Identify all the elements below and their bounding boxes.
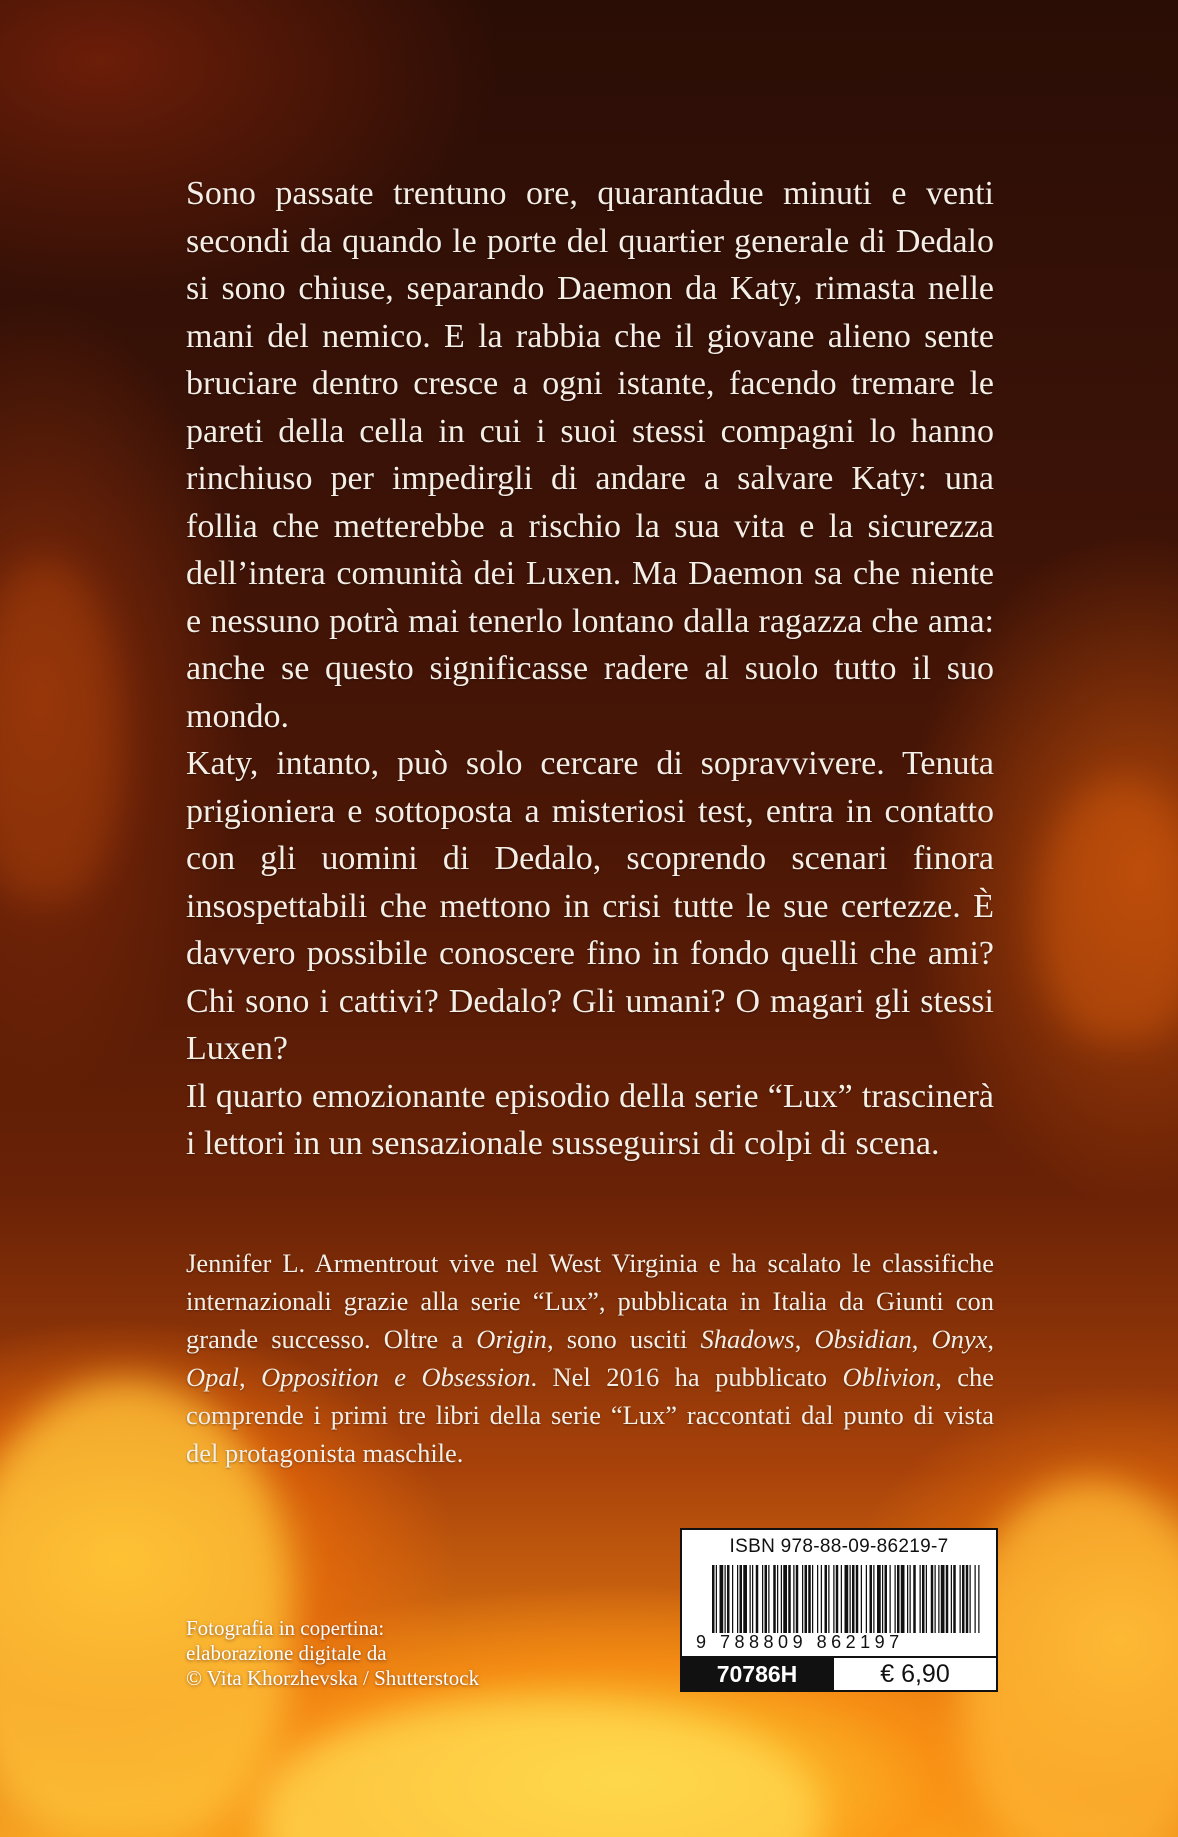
barcode-bar: [895, 1565, 896, 1633]
price-row: [682, 1656, 996, 1690]
barcode-bar: [808, 1565, 811, 1633]
barcode-bar: [877, 1565, 881, 1633]
barcode-bar: [926, 1565, 927, 1633]
barcode-bar: [866, 1565, 867, 1633]
synopsis-paragraph-3: Il quarto emozionante episodio della serie “Lux” trascinerà i lettori in un sensazionale susseguirsi di colpi di scena.: [186, 1077, 994, 1162]
credit-line-3: © Vita Khorzhevska / Shutterstock: [186, 1666, 480, 1690]
barcode-bar: [781, 1565, 782, 1633]
barcode-bar: [966, 1565, 969, 1633]
barcode-bar: [817, 1565, 818, 1633]
barcode-bar: [712, 1565, 715, 1633]
barcode-bar: [737, 1565, 738, 1633]
barcode-bar: [953, 1565, 956, 1633]
barcode-bar: [922, 1565, 925, 1633]
barcode-bar: [752, 1565, 753, 1633]
barcode-bar: [750, 1565, 751, 1633]
bio-text: , sono usciti: [546, 1324, 701, 1354]
barcode-bar: [773, 1565, 776, 1633]
book-title-origin: Origin: [476, 1324, 547, 1354]
barcode-bar: [946, 1565, 949, 1633]
book-title-obsidian: Obsidian: [814, 1324, 912, 1354]
barcode-bar: [870, 1565, 873, 1633]
barcode-bar: [975, 1565, 976, 1633]
barcode-bar: [890, 1565, 891, 1633]
barcode-bar: [740, 1565, 743, 1633]
barcode-bar: [762, 1565, 763, 1633]
barcode-bar: [828, 1565, 829, 1633]
bio-separator: ,: [911, 1324, 932, 1354]
price-tag: € 6,90: [832, 1658, 996, 1690]
barcode-bar: [845, 1565, 849, 1633]
barcode-bar: [960, 1565, 961, 1633]
synopsis-paragraph-2: Katy, intanto, può solo cercare di sopravvivere. Tenuta prigioniera e sottoposta a misteriosi test, entra in contatto con gli uomini di Dedalo, scoprendo scenari finora insospettabili che mettono in crisi tutte le sue certezze. È davvero possibile conoscere fino in fondo quelli che ami? Chi sono i cattivi? Dedalo? Gli umani? O magari gli stessi Luxen?: [186, 745, 994, 1067]
book-title-shadows: Shadows: [700, 1324, 795, 1354]
barcode-bar: [716, 1565, 717, 1633]
barcode-bar: [978, 1565, 979, 1633]
barcode-bar: [796, 1565, 799, 1633]
barcode-bars: [712, 1565, 982, 1633]
book-title-opposition-obsession: Opposition e Obsession: [261, 1362, 531, 1392]
barcode-bar: [725, 1565, 726, 1633]
credit-line-1: Fotografia in copertina:: [186, 1616, 385, 1640]
author-bio: [186, 1244, 994, 1472]
barcode-digits: 9 788809 862197: [696, 1632, 904, 1652]
barcode-bar: [901, 1565, 905, 1633]
barcode-bar: [907, 1565, 908, 1633]
barcode-bar: [756, 1565, 759, 1633]
barcode-bar: [873, 1565, 874, 1633]
barcode-bar: [802, 1565, 803, 1633]
barcode-bar: [777, 1565, 778, 1633]
barcode-label: [680, 1528, 998, 1692]
flame-glow: [260, 1700, 820, 1837]
barcode-bar: [882, 1565, 883, 1633]
barcode-bar: [861, 1565, 862, 1633]
barcode-bar: [962, 1565, 965, 1633]
book-title-oblivion: Oblivion: [842, 1362, 936, 1392]
bio-text: Jennifer L. Armentrout vive nel West Virginia e ha scalato le classifiche internazionali grazie alla serie “Lux”, pubblicata in Italia da Giunti con grande successo. Oltre a: [186, 1248, 994, 1354]
isbn-number: ISBN 978-88-09-86219-7: [729, 1536, 949, 1557]
barcode-bar: [941, 1565, 945, 1633]
barcode-bar: [841, 1565, 842, 1633]
book-title-onyx: Onyx: [931, 1324, 988, 1354]
barcode-bar: [856, 1565, 859, 1633]
barcode-bar: [852, 1565, 855, 1633]
barcode-bar: [836, 1565, 839, 1633]
photo-credit: [186, 1616, 586, 1691]
flame-glow: [1040, 780, 1178, 1040]
barcode-bar: [732, 1565, 733, 1633]
bio-text: , che comprende i primi tre libri della serie “Lux” raccontati dal punto di vista del protagonista maschile.: [186, 1362, 995, 1468]
barcode-bar: [970, 1565, 971, 1633]
barcode-bar: [812, 1565, 813, 1633]
barcode-bar: [783, 1565, 787, 1633]
barcode-bar: [935, 1565, 936, 1633]
barcode-bar: [850, 1565, 851, 1633]
barcode-bar: [951, 1565, 952, 1633]
barcode-bar: [768, 1565, 769, 1633]
barcode-bar: [931, 1565, 934, 1633]
synopsis: [186, 170, 994, 1168]
bio-separator: ,: [987, 1324, 995, 1354]
flame-glow: [0, 560, 120, 900]
barcode-bar: [821, 1565, 822, 1633]
book-title-opal: Opal: [186, 1362, 239, 1392]
barcode-bar: [910, 1565, 911, 1633]
barcode-bar: [825, 1565, 828, 1633]
barcode-bar: [788, 1565, 791, 1633]
barcode-bar: [885, 1565, 888, 1633]
barcode-bar: [913, 1565, 916, 1633]
barcode-bar: [805, 1565, 808, 1633]
synopsis-paragraph-1: Sono passate trentuno ore, quarantadue minuti e venti secondi da quando le porte del quartier generale di Dedalo si sono chiuse, separando Daemon da Katy, rimasta nelle mani del nemico. E la rabbia che il giovane alieno sente bruciare dentro cresce a ogni istante, facendo tremare le pareti della cella in cui i suoi stessi compagni lo hanno rinchiuso per impedirgli di andare a salvare Katy: una follia che metterebbe a rischio la sua vita e la sicurezza dell’intera comunità dei Luxen. Ma Daemon sa che niente e nessuno potrà mai tenerlo lontano dalla ragazza che ama: anche se questo significasse radere al suolo tutto il suo mondo.: [186, 175, 994, 735]
barcode-bar: [920, 1565, 921, 1633]
bio-text: . Nel 2016 ha pubblicato: [530, 1362, 843, 1392]
barcode-bar: [743, 1565, 747, 1633]
barcode-bar: [727, 1565, 730, 1633]
bio-separator: ,: [239, 1362, 262, 1392]
barcode-bar: [833, 1565, 834, 1633]
product-code: 70786H: [682, 1658, 832, 1690]
barcode-bar: [720, 1565, 724, 1633]
credit-line-2: elaborazione digitale da: [186, 1641, 387, 1665]
barcode-bar: [765, 1565, 768, 1633]
bio-separator: ,: [794, 1324, 815, 1354]
barcode-bar: [793, 1565, 794, 1633]
barcode-bar: [938, 1565, 939, 1633]
barcode-bar: [897, 1565, 900, 1633]
